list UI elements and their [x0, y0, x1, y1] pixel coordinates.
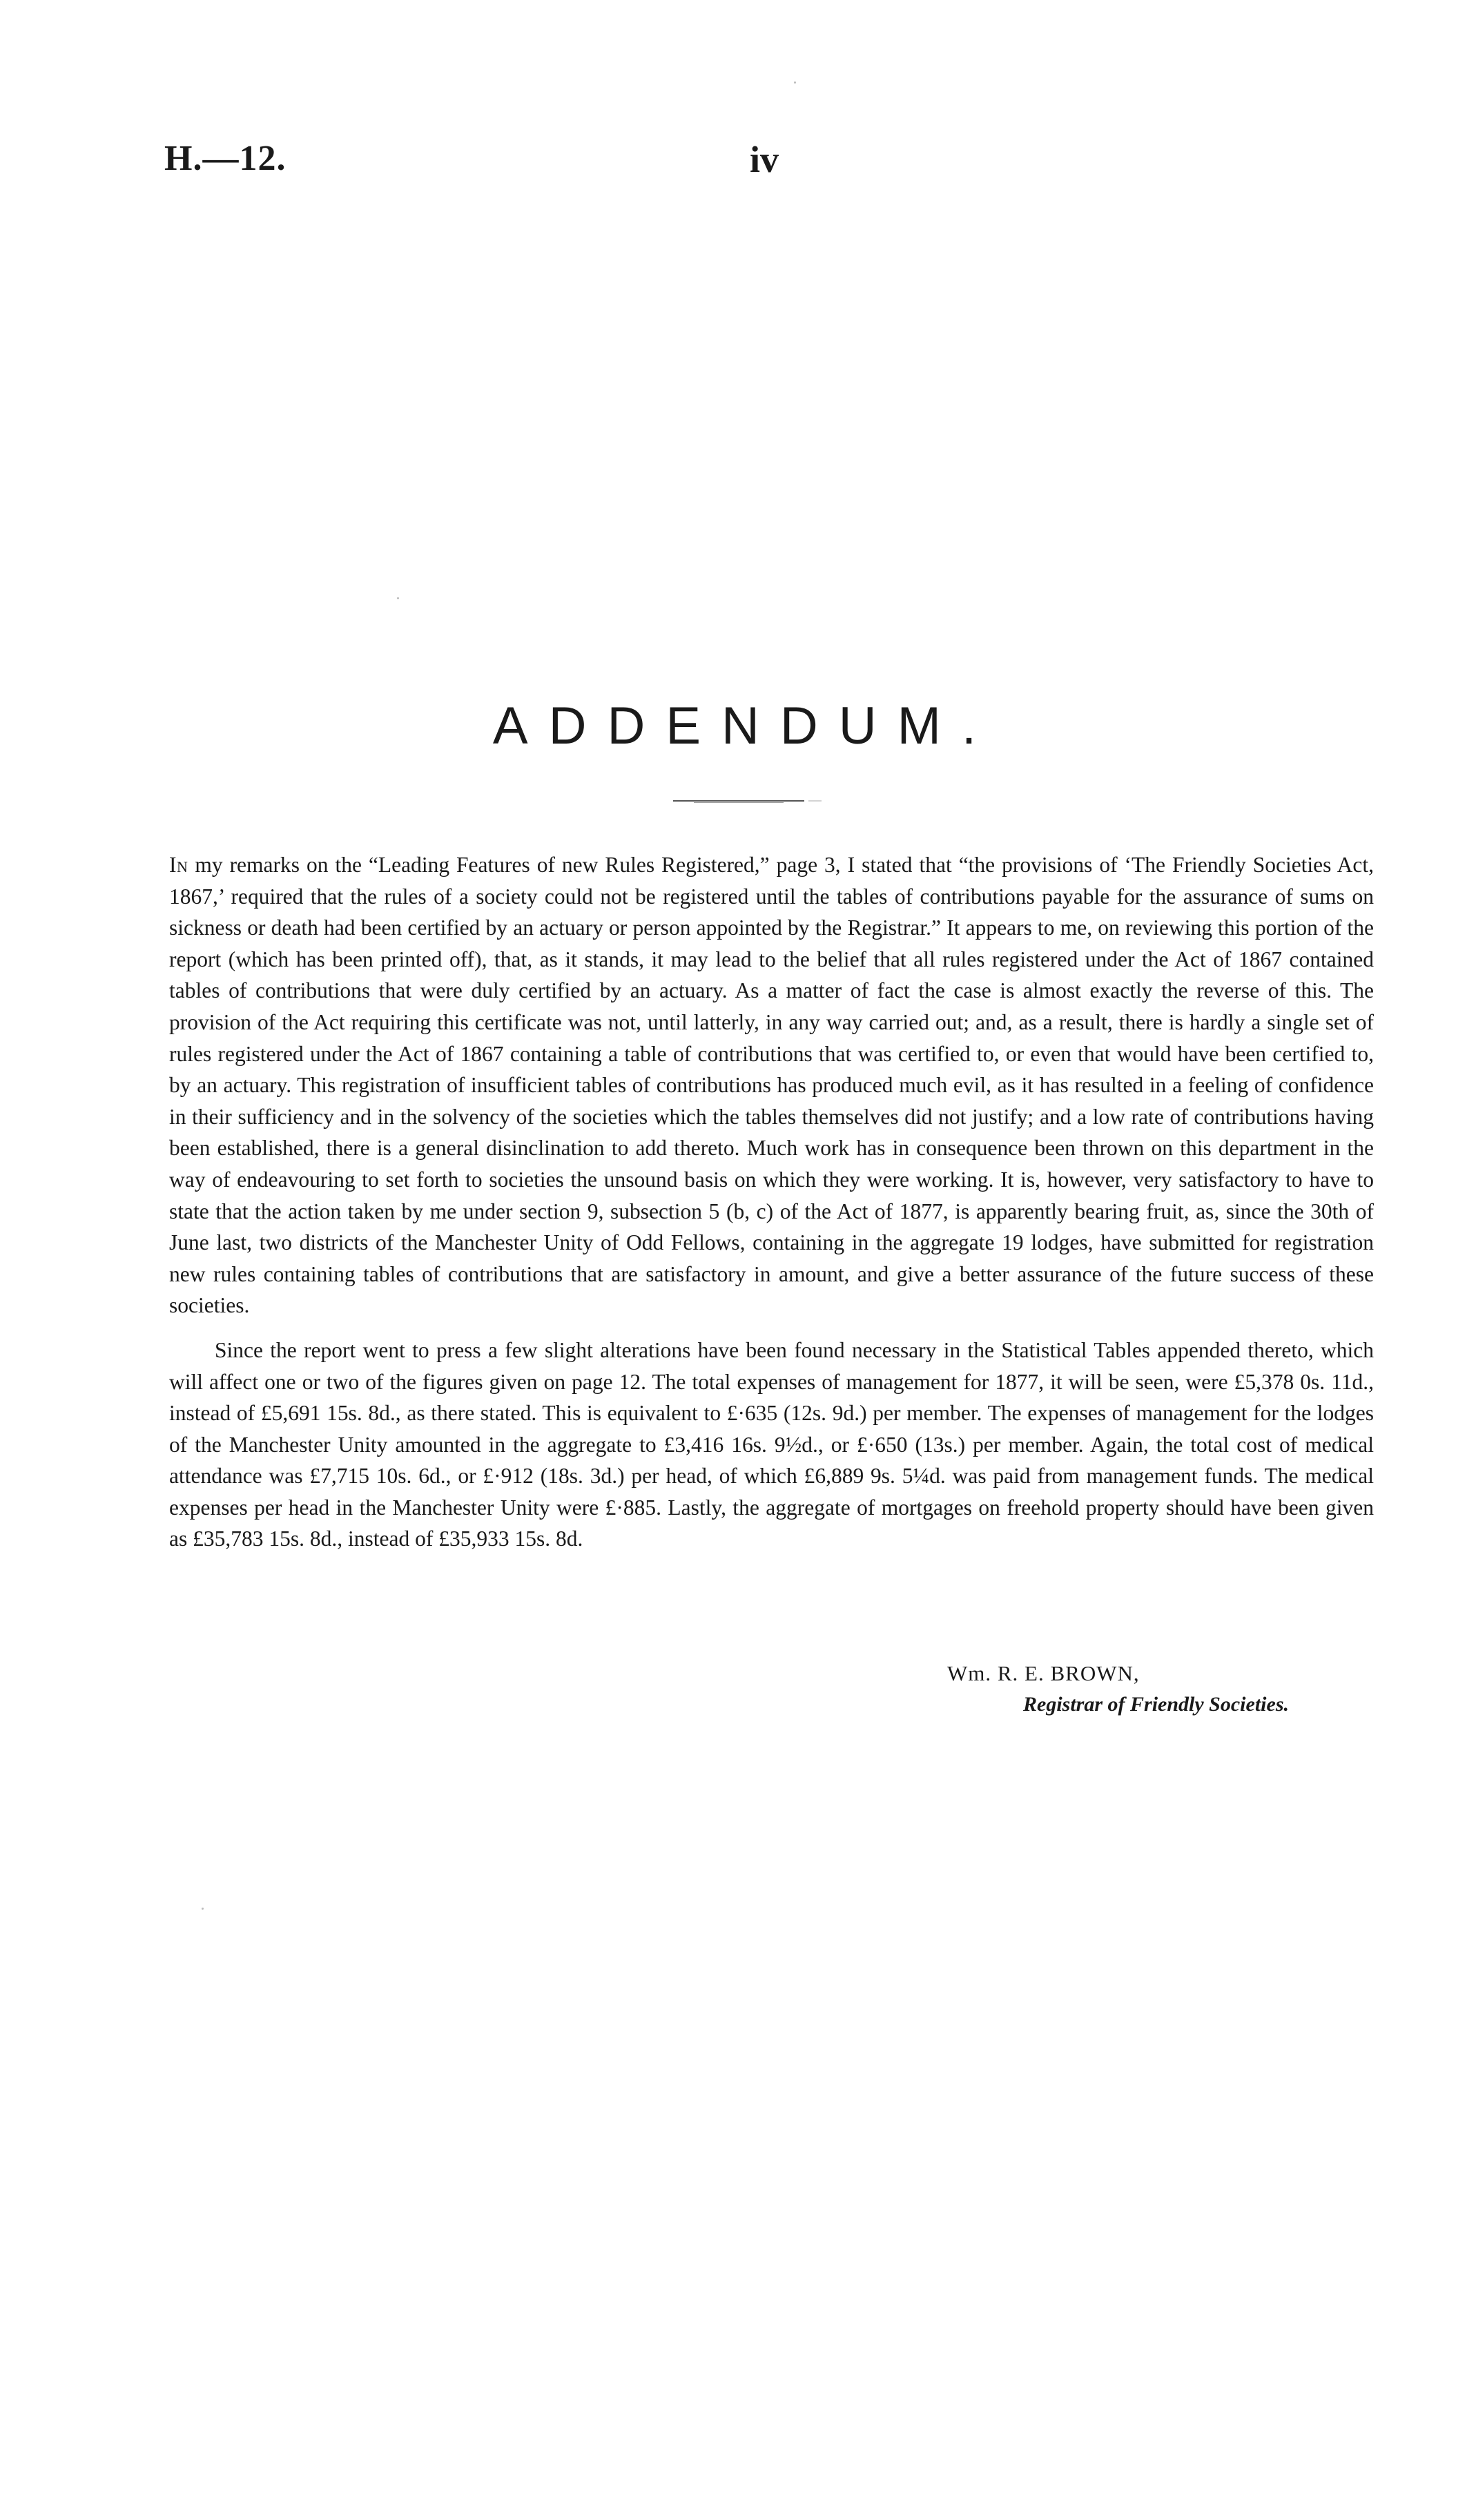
paragraph-text: my remarks on the “Leading Features of new Rules Registered,” page 3, I stated that “the provisions of ‘The Friendly Societies Act, 1867,’ required that the rules of a society could not be registered until the tables of contributions payable for the assurance of sums on sickness or death had been certified by an actuary or person appointed by the Registrar.” It appears to me, on reviewing this portion of the report (which has been printed off), that, as it stands, it may lead to the belief that all rules registered under the Act of 1867 contained tables of contributions that were duly certified by an actuary. As a matter of fact the case is almost exactly the reverse of this. The provision of the Act requiring this certificate was not, until latterly, in any way carried out; and, as a result, there is hardly a single set of rules registered under the Act of 1867 containing a table of contributions that was certified to, or even that would have been certified to, by an actuary. This registration of insufficient tables of contributions has produced much evil, as it has resulted in a feeling of confidence in their sufficiency and in the solvency of the societies which the tables themselves did not justify; and a low rate of contributions having been established, there is a general disinclination to add thereto. Much work has in consequence been thrown on this department in the way of endeavouring to set forth to societies the unsound basis on which they were working. It is, however, very satisfactory to have to state that the action taken by me under section 9, subsection 5 (b, c) of the Act of 1877, is apparently bearing fruit, as, since the 30th of June last, two districts of the Manchester Unity of Odd Fellows, containing in the aggregate 19 lodges, have submitted for registration new rules containing tables of contributions that are satisfactory in amount, and give a better assurance of the future success of these societies. — [169, 853, 1374, 1318]
signature-title: Registrar of Friendly Societies. — [1023, 1693, 1289, 1716]
addendum-body — [169, 849, 1374, 1555]
paragraph-statistical-corrections: Since the report went to press a few slight alterations have been found necessary in the Statistical Tables appended thereto, which will affect one or two of the figures given on page 12. The total expenses of management for 1877, it will be seen, were £5,378 0s. 11d., instead of £5,691 15s. 8d., as there stated. This is equivalent to £·635 (12s. 9d.) per member. The expenses of management for the lodges of the Manchester Unity amounted in the aggregate to £3,416 16s. 9½d., or £·650 (13s.) per member. Again, the total cost of medical attendance was £7,715 10s. 6d., or £·912 (18s. 3d.) per head, of which £6,889 9s. 5¼d. was paid from management funds. The medical expenses per head in the Manchester Unity were £·885. Lastly, the aggregate of mortgages on freehold property should have been given as £35,783 15s. 8d., instead of £35,933 15s. 8d. — [169, 1337, 1374, 1551]
paper-speck — [202, 1908, 204, 1910]
paper-speck — [397, 597, 399, 599]
page-number: iv — [750, 139, 779, 180]
paragraph-leading-features — [169, 849, 1374, 1321]
page-title: ADDENDUM. — [492, 697, 998, 755]
title-rule-ornament — [673, 799, 822, 804]
paper-speck — [794, 81, 796, 84]
paragraph-lead-word: In — [169, 853, 188, 877]
document-reference: H.—12. — [164, 139, 287, 178]
signature-name: Wm. R. E. BROWN, — [947, 1661, 1140, 1685]
